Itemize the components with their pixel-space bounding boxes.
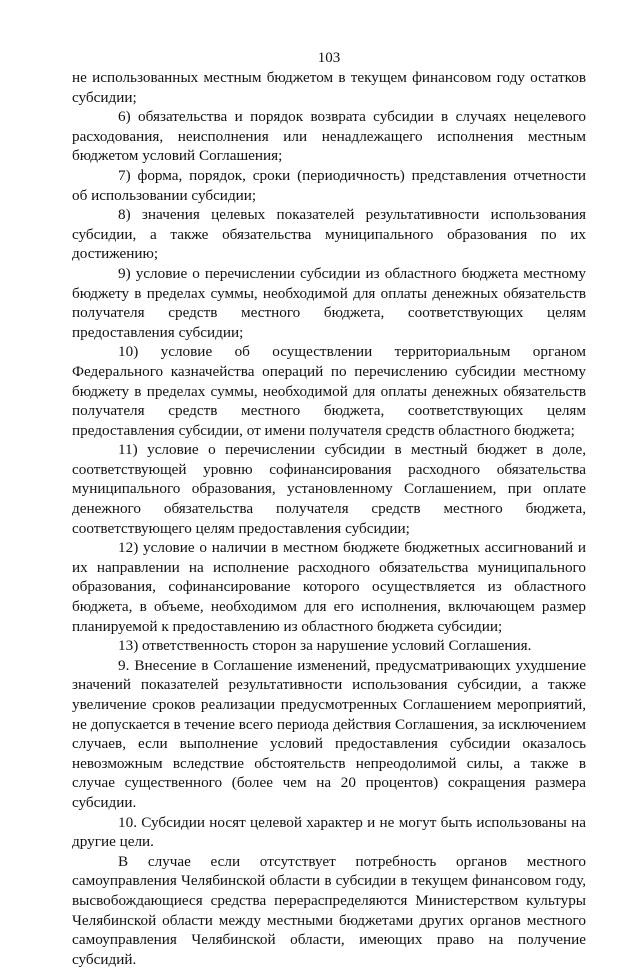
- paragraph: 12) условие о наличии в местном бюджете бюджетных ассигнований и их направлении на исполнение расходного обязательства муниципального образования, софинансирование которого осуществляется из областного бюджета, в объеме, необходимом для его исполнения, включающем размер планируемой к предоставлению из областного бюджета субсидии;: [72, 539, 586, 635]
- paragraph: 11) условие о перечислении субсидии в местный бюджет в доле, соответствующей уровню софинансирования расходного обязательства муниципального образования, установленному Соглашением, при оплате денежного обязательства получателя средств местного бюджета, соответствующего целям предоставления субсидии;: [72, 441, 586, 537]
- paragraph: 9. Внесение в Соглашение изменений, предусматривающих ухудшение значений показателей результативности использования субсидии, а также увеличение сроков реализации предусмотренных Соглашением мероприятий, не допускается в течение всего периода действия Соглашения, за исключением случаев, если выполнение условий предоставления субсидии оказалось невозможным вследствие обстоятельств непреодолимой силы, а также в случае существенного (более чем на 20 процентов) сокращения размера субсидии.: [72, 656, 586, 811]
- document-page: [72, 48, 586, 969]
- paragraph: не использованных местным бюджетом в текущем финансовом году остатков субсидии;: [72, 69, 586, 106]
- paragraph: 10) условие об осуществлении территориальным органом Федерального казначейства операций по перечислению субсидии местному бюджету в пределах суммы, необходимой для оплаты денежных обязательств получателя средств местного бюджета, соответствующих целям предоставления субсидии, от имени получателя средств областного бюджета;: [72, 343, 586, 439]
- paragraph: 10. Субсидии носят целевой характер и не могут быть использованы на другие цели.: [72, 813, 586, 851]
- paragraph: 6) обязательства и порядок возврата субсидии в случаях нецелевого расходования, неисполнения или ненадлежащего исполнения местным бюджетом условий Соглашения;: [72, 108, 586, 165]
- paragraph: 8) значения целевых показателей результативности использования субсидии, а также обязательства муниципального образования по их достижению;: [72, 206, 586, 263]
- page-number: 103: [317, 50, 341, 66]
- paragraph: 9) условие о перечислении субсидии из областного бюджета местному бюджету в пределах суммы, необходимой для оплаты денежных обязательств получателя средств местного бюджета, соответствующих целям предоставления субсидии;: [72, 264, 586, 341]
- document-body: [72, 68, 586, 969]
- paragraph: 7) форма, порядок, сроки (периодичность) представления отчетности об использовании субсидии;: [72, 166, 586, 204]
- paragraph: 13) ответственность сторон за нарушение условий Соглашения.: [118, 637, 532, 655]
- paragraph: В случае если отсутствует потребность органов местного самоуправления Челябинской области в субсидии в текущем финансовом году, высвобождающиеся средства перераспределяются Министерством культуры Челябинской области между местными бюджетами других органов местного самоуправления Челябинской области, имеющих право на получение субсидий.: [72, 852, 586, 968]
